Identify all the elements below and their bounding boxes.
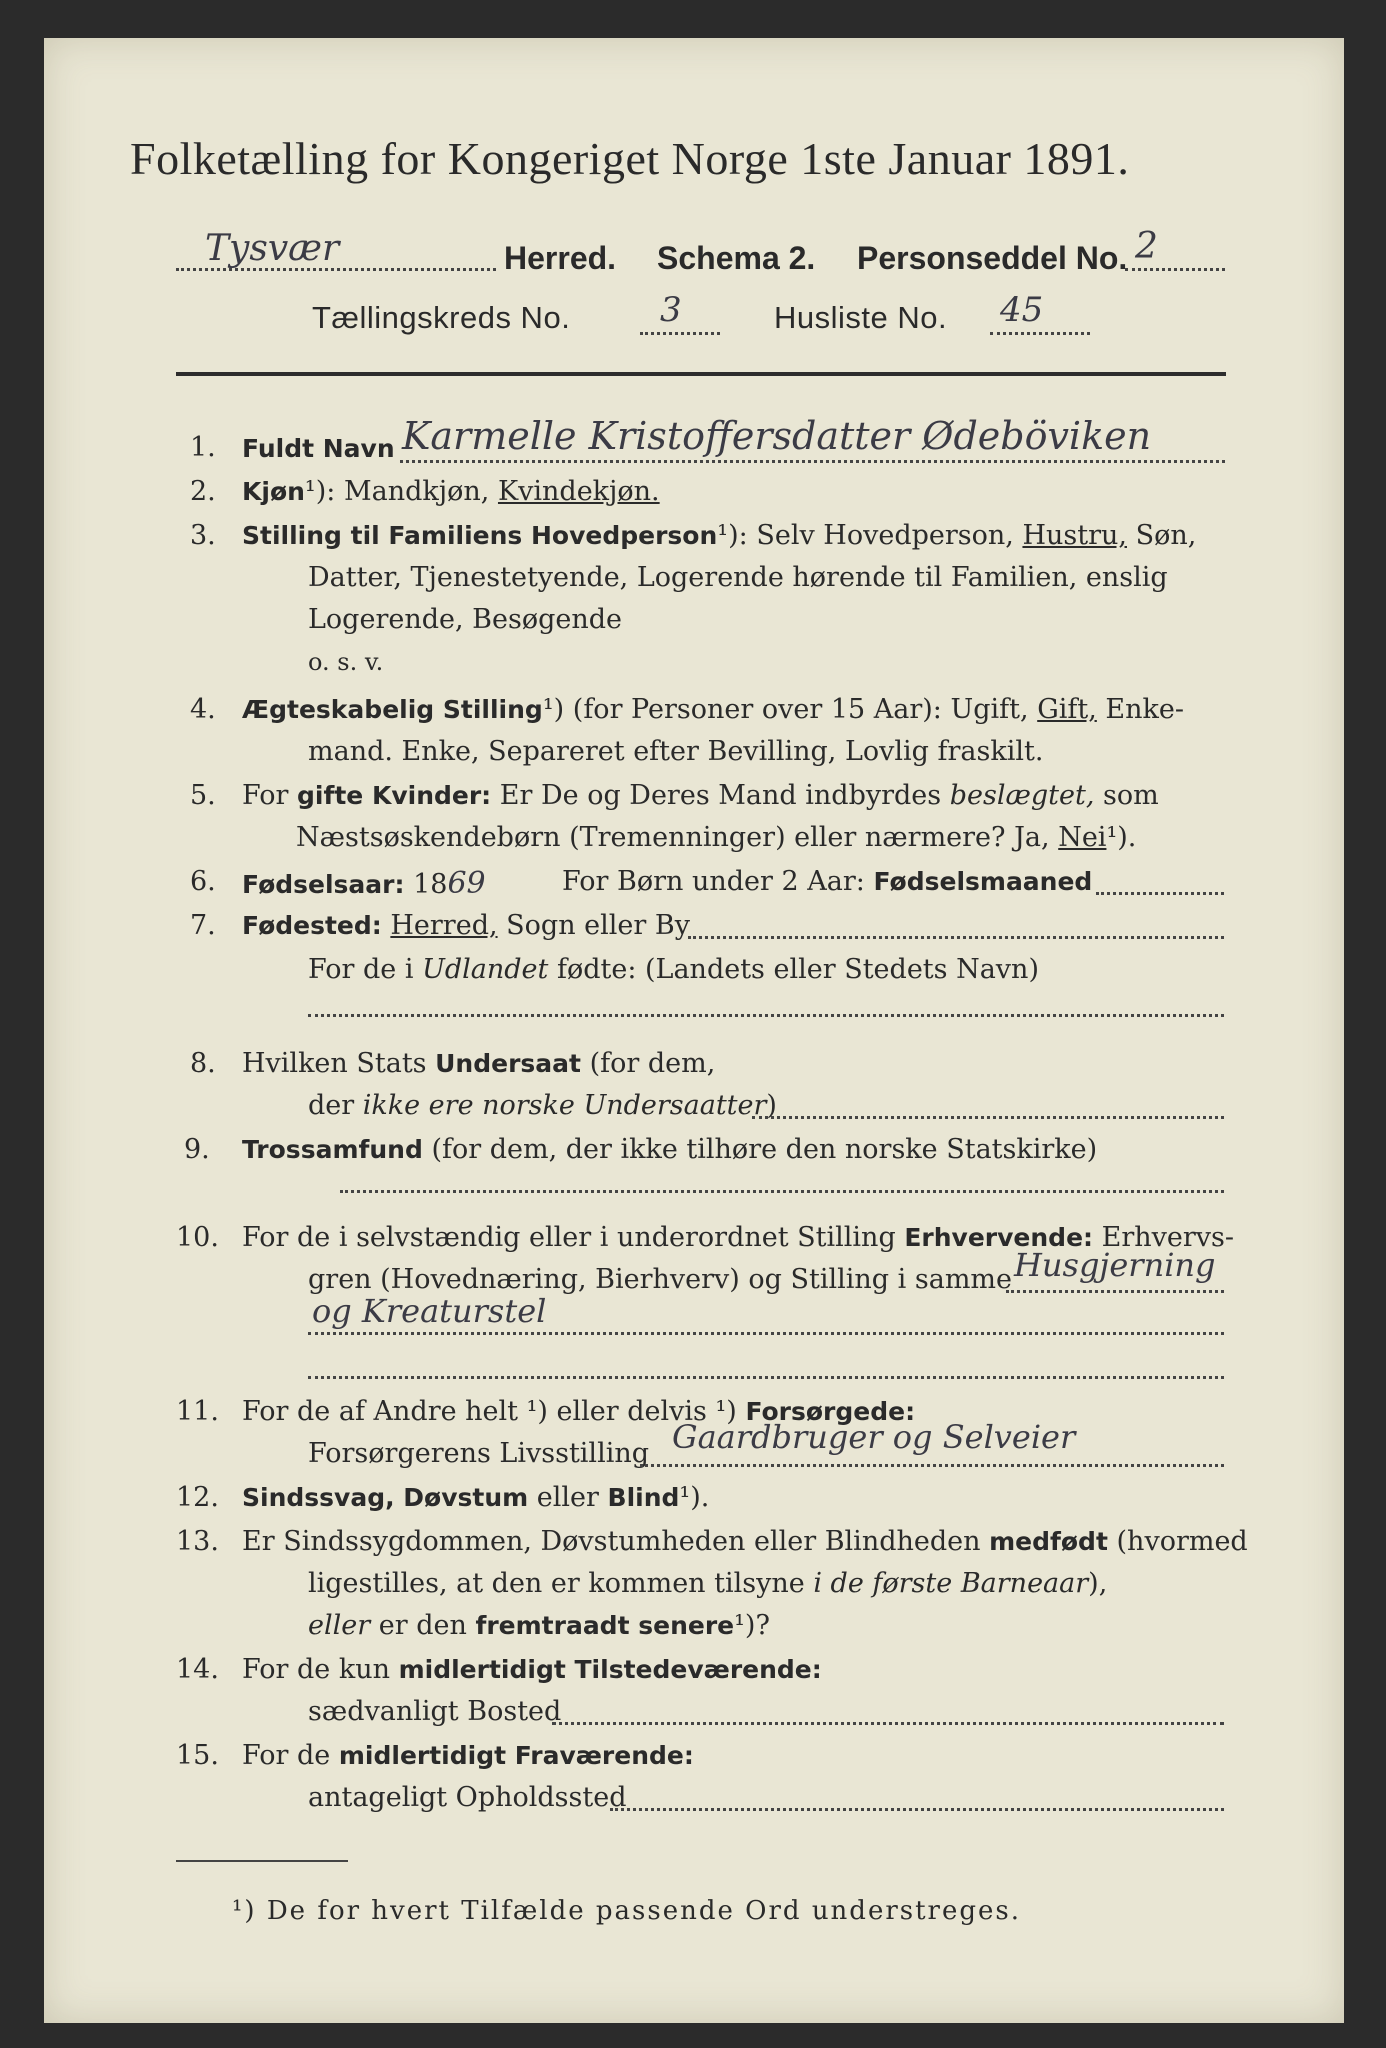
married-women-line2 [296, 822, 1136, 853]
marital-status-row [242, 694, 1184, 725]
occupation-dotted-line-3 [308, 1376, 1224, 1379]
footnote-marker: ¹). [679, 1482, 710, 1513]
religion-label: Trossamfund [242, 1135, 423, 1164]
temporary-absent-label: midlertidigt Fraværende: [338, 1741, 694, 1770]
married-women-row [242, 780, 1159, 811]
citizenship-pre: Hvilken Stats [242, 1048, 427, 1079]
citizenship-label: Undersaat [435, 1049, 581, 1078]
citizenship-line2 [308, 1090, 777, 1121]
usual-residence-dotted-line [552, 1722, 1224, 1725]
occupation-label: Erhvervende: [904, 1223, 1094, 1252]
occupation-handwritten-1: Husgjerning [1014, 1246, 1216, 1284]
family-position-label: Stilling til Familiens Hovedperson [242, 521, 718, 550]
footnote-marker: ¹): [304, 476, 336, 507]
kreds-dotted-line [640, 332, 720, 335]
personseddel-number: 2 [1135, 226, 1158, 267]
marital-status-selected: Gift, [1037, 694, 1097, 725]
congenital-row [242, 1526, 1248, 1557]
congenital-line3-italic: eller [308, 1610, 371, 1641]
birthplace-abroad-italic: Udlandet [422, 954, 549, 985]
birth-month-row [562, 866, 1092, 897]
family-position-selected: Hustru, [1022, 520, 1127, 551]
probable-residence-label: antageligt Opholdssted [308, 1782, 627, 1813]
birthplace-options: Sogn eller By [506, 910, 690, 941]
congenital-line2-italic: i de første Barneaar [813, 1568, 1089, 1599]
congenital-line3-label: fremtraadt senere [475, 1611, 735, 1640]
family-position-options: Søn, [1135, 520, 1197, 551]
religion-condition: (for dem, der ikke tilhøre den norske Statskirke) [431, 1134, 1098, 1165]
occupation-pre: For de i selvstændig eller i underordnet Stilling [242, 1222, 896, 1253]
probable-residence-dotted-line [610, 1808, 1224, 1811]
item-number: 14. [176, 1654, 219, 1685]
birth-year-label: Fødselsaar: [242, 870, 405, 899]
temporary-absent-row [242, 1740, 694, 1771]
married-women-post: som [1103, 780, 1159, 811]
footnote-marker: ¹): [717, 520, 748, 551]
family-position-options-line2: Datter, Tjenestetyende, Logerende hørende til Familien, enslig [308, 562, 1168, 593]
item-number: 11. [176, 1396, 219, 1427]
header-rule [176, 372, 1226, 376]
item-number: 10. [176, 1222, 219, 1253]
birth-year-handwritten: 69 [447, 866, 486, 901]
marital-status-options: (for Personer over 15 Aar): Ugift, [572, 694, 1029, 725]
citizenship-dotted-line [752, 1116, 1224, 1119]
religion-row [242, 1134, 1097, 1165]
full-name-label: Fuldt Navn [242, 434, 395, 463]
marital-status-label: Ægteskabelig Stilling [242, 695, 543, 724]
herred-label: Herred. [504, 240, 617, 276]
birth-month-dotted-line [1096, 892, 1224, 895]
item-number: 12. [176, 1482, 219, 1513]
birthplace-selected: Herred, [390, 910, 498, 941]
citizenship-line2-pre: der [308, 1090, 355, 1121]
occupation-dotted-line-2 [308, 1332, 1224, 1335]
birthplace-abroad-row [308, 954, 1039, 985]
disability-label: Sindssvag, Døvstum [242, 1483, 529, 1512]
item-number: 3. [190, 520, 216, 551]
item-number: 15. [176, 1740, 219, 1771]
supporter-dotted-line [640, 1464, 1224, 1467]
birth-year-prefix: 18 [413, 869, 448, 900]
occupation-post: Erhvervs- [1101, 1222, 1235, 1253]
supporter-occupation-handwritten: Gaardbruger og Selveier [672, 1418, 1076, 1456]
birth-year-row [242, 866, 486, 901]
occupation-handwritten-2: og Kreaturstel [312, 1292, 547, 1330]
temporary-present-label: midlertidigt Tilstedeværende: [398, 1655, 822, 1684]
marital-status-options-line2: mand. Enke, Separeret efter Bevilling, Lovlig fraskilt. [308, 736, 1044, 767]
supporter-occupation-label: Forsørgerens Livsstilling [308, 1438, 650, 1469]
temporary-present-row [242, 1654, 822, 1685]
congenital-line3-pre: er den [378, 1610, 467, 1641]
husliste-dotted-line [990, 332, 1090, 335]
kreds-number: 3 [660, 290, 682, 330]
married-women-question-line2: Næstsøskendebørn (Tremenninger) eller nærmere? Ja, [296, 822, 1050, 853]
herred-name-handwritten: Tysvær [205, 228, 340, 269]
family-position-osv: o. s. v. [308, 648, 384, 676]
married-women-question: Er De og Deres Mand indbyrdes [499, 780, 942, 811]
disability-blind-label: Blind [607, 1483, 680, 1512]
birthplace-label: Fødested: [242, 911, 382, 940]
birthplace-dotted-line [688, 936, 1224, 939]
marital-status-options: Enke- [1105, 694, 1184, 725]
citizenship-post: (for dem, [589, 1048, 716, 1079]
occupation-dotted-line [1006, 1290, 1224, 1293]
kreds-label: Tællingskreds No. [312, 300, 571, 335]
disability-row [242, 1482, 709, 1513]
footnote-marker: ¹). [1106, 822, 1137, 853]
sex-row [242, 476, 660, 507]
full-name-dotted-line [400, 460, 1225, 463]
item-number: 7. [190, 910, 216, 941]
sex-option-male: Mandkjøn, [343, 476, 490, 507]
husliste-number: 45 [1000, 290, 1044, 330]
item-number: 4. [190, 694, 216, 725]
full-name-answer: Karmelle Kristoffersdatter Ødeböviken [402, 414, 1152, 458]
sex-label: Kjøn [242, 477, 305, 506]
item-number: 13. [176, 1526, 219, 1557]
citizenship-line2-post: ) [766, 1090, 777, 1121]
footnote-marker: ¹)? [734, 1610, 770, 1641]
congenital-line2 [308, 1568, 1107, 1599]
birthplace-abroad-dotted-line [308, 1014, 1224, 1017]
congenital-label: medfødt [989, 1527, 1108, 1556]
married-women-related: beslægtet, [949, 780, 1095, 811]
item-number: 6. [190, 866, 216, 897]
supported-label: Forsørgede: [745, 1397, 916, 1426]
item-number: 2. [190, 476, 216, 507]
item-number: 5. [190, 780, 216, 811]
congenital-pre: Er Sindssygdommen, Døvstumheden eller Blindheden [242, 1526, 981, 1557]
congenital-line2-pre: ligestilles, at den er kommen tilsyne [308, 1568, 805, 1599]
item-number: 8. [190, 1048, 216, 1079]
birth-month-label: Fødselsmaaned [873, 867, 1093, 896]
religion-dotted-line [340, 1190, 1224, 1193]
citizenship-row [242, 1048, 715, 1079]
birthplace-abroad-pre: For de i [308, 954, 414, 985]
schema-label: Schema 2. [657, 240, 816, 276]
sex-option-female-underlined: Kvindekjøn. [497, 476, 660, 507]
usual-residence-label: sædvanligt Bosted [308, 1696, 562, 1727]
married-women-label: gifte Kvinder: [297, 781, 492, 810]
family-position-row [242, 520, 1196, 551]
congenital-line3 [308, 1610, 770, 1641]
item-number: 1. [190, 432, 216, 463]
temporary-absent-pre: For de [242, 1740, 331, 1771]
item-number: 9. [184, 1134, 210, 1165]
married-women-pre: For [242, 780, 289, 811]
census-form-page [44, 38, 1344, 2023]
husliste-label: Husliste No. [774, 300, 948, 335]
personseddel-label: Personseddel No. [857, 240, 1128, 276]
form-title: Folketælling for Kongeriget Norge 1ste Januar 1891. [130, 133, 1130, 184]
disability-or: eller [536, 1482, 599, 1513]
birthplace-row [242, 910, 690, 941]
birthplace-abroad-post: fødte: (Landets eller Stedets Navn) [556, 954, 1039, 985]
married-women-selected-no: Nei [1058, 822, 1107, 853]
supported-pre: For de af Andre helt ¹) eller delvis ¹) [242, 1396, 737, 1427]
family-position-options-line3: Logerende, Besøgende [308, 604, 622, 635]
congenital-post: (hvormed [1116, 1526, 1248, 1557]
congenital-line2-post: ), [1088, 1568, 1108, 1599]
family-position-options: Selv Hovedperson, [756, 520, 1014, 551]
footnote-rule [176, 1860, 348, 1862]
birth-month-condition: For Børn under 2 Aar: [562, 866, 865, 897]
personseddel-dotted-line [1125, 268, 1225, 271]
footnote-marker: ¹) [542, 694, 565, 725]
occupation-line2: gren (Hovednæring, Bierhverv) og Stilling i samme [308, 1264, 1013, 1295]
temporary-present-pre: For de kun [242, 1654, 390, 1685]
citizenship-line2-italic: ikke ere norske Undersaatter [362, 1090, 767, 1121]
footnote-text: ¹) De for hvert Tilfælde passende Ord understreges. [232, 1896, 1022, 1926]
